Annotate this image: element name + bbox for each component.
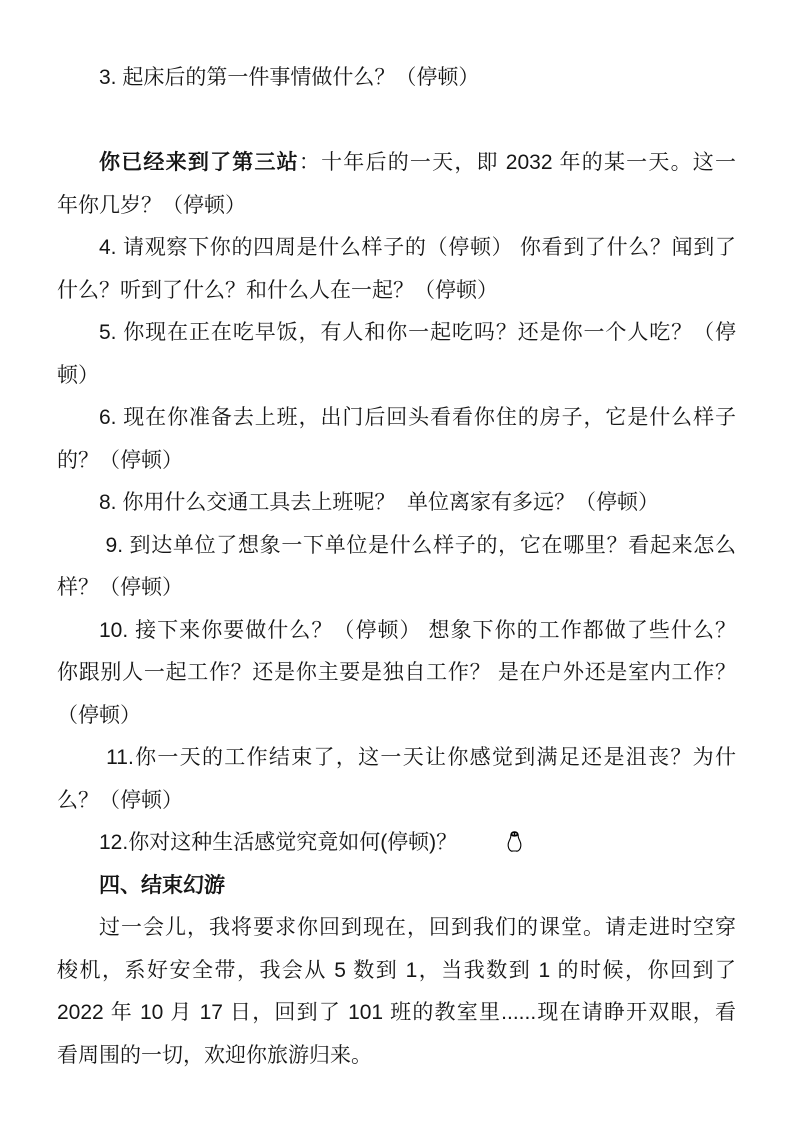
paragraph-q3-line-1 xyxy=(57,57,736,100)
paragraph-station-3 xyxy=(57,142,736,227)
text-run: 样？（停顿） xyxy=(57,576,183,599)
text-run: 四、结束幻游 xyxy=(99,873,225,897)
paragraph-q10 xyxy=(57,610,736,738)
paragraph-q8-line-1 xyxy=(57,482,736,525)
paragraph-closing-line-1 xyxy=(57,907,736,950)
text-run: 么？（停顿） xyxy=(57,788,183,812)
text-run: 12.你对这种生活感觉究竟如何(停顿)？ xyxy=(99,831,458,854)
text-run: （停顿） xyxy=(57,703,141,727)
paragraph-q8 xyxy=(57,482,736,525)
paragraph-closing-line-3 xyxy=(57,992,736,1035)
paragraph-q6 xyxy=(57,397,736,482)
bold-text-run: 你已经来到了第三站 xyxy=(99,151,299,174)
paragraph-q10-line-1 xyxy=(57,610,736,653)
paragraph-q12-line-1 xyxy=(57,822,736,865)
penguin-icon xyxy=(464,831,523,852)
heading-section-4-line-1 xyxy=(57,865,736,908)
paragraph-closing-line-2 xyxy=(57,950,736,993)
text-run: 3. 起床后的第一件事情做什么？（停顿） xyxy=(99,66,480,89)
text-run: 11.你一天的工作结束了，这一天让你感觉到满足还是沮丧？为什 xyxy=(99,746,736,769)
paragraph-q11 xyxy=(57,737,736,822)
paragraph-q9-line-2 xyxy=(57,567,736,610)
paragraph-closing xyxy=(57,907,736,1077)
text-run: 9. 到达单位了想象一下单位是什么样子的，它在哪里？看起来怎么 xyxy=(99,533,736,557)
paragraph-station-3-line-2 xyxy=(57,185,736,228)
paragraph-q9 xyxy=(57,525,736,610)
text-run: 你跟别人一起工作？还是你主要是独自工作？ 是在户外还是室内工作？ xyxy=(57,661,736,684)
text-run: 的？（停顿） xyxy=(57,448,183,472)
text-run: 6. 现在你准备去上班，出门后回头看看你住的房子，它是什么样子 xyxy=(99,406,736,429)
paragraph-q4-line-2 xyxy=(57,270,736,313)
paragraph-q4 xyxy=(57,227,736,312)
paragraph-q12 xyxy=(57,822,736,865)
paragraph-q4-line-1 xyxy=(57,227,736,270)
paragraph-q5 xyxy=(57,312,736,397)
blank-line xyxy=(57,100,736,143)
paragraph-q5-line-1 xyxy=(57,312,736,355)
paragraph-q10-line-3 xyxy=(57,695,736,738)
text-run: 年你几岁？（停顿） xyxy=(57,193,246,217)
text-run: 梭机，系好安全带，我会从 5 数到 1，当我数到 1 的时候，你回到了 xyxy=(57,958,736,982)
text-run: 10. 接下来你要做什么？（停顿） 想象下你的工作都做了些什么？ xyxy=(99,618,736,642)
text-run: 过一会儿，我将要求你回到现在，回到我们的课堂。请走进时空穿 xyxy=(99,916,736,939)
paragraph-q5-line-2 xyxy=(57,355,736,398)
paragraph-q11-line-2 xyxy=(57,780,736,823)
text-run: 2022 年 10 月 17 日，回到了 101 班的教室里......现在请睁开双眼，看 xyxy=(57,1001,736,1024)
text-run: 8. 你用什么交通工具去上班呢？ 单位离家有多远？（停顿） xyxy=(99,491,660,514)
text-run: 5. 你现在正在吃早饭，有人和你一起吃吗？还是你一个人吃？（停 xyxy=(99,321,736,344)
paragraph-closing-line-4 xyxy=(57,1035,736,1078)
paragraph-station-3-line-1 xyxy=(57,142,736,185)
paragraph-q9-line-1 xyxy=(57,525,736,568)
paragraph-q6-line-1 xyxy=(57,397,736,440)
paragraph-q3 xyxy=(57,57,736,100)
text-run: ：十年后的一天，即 2032 年的某一天。这一 xyxy=(298,151,736,174)
blank-line-line-1 xyxy=(57,100,736,143)
heading-section-4 xyxy=(57,865,736,908)
paragraph-q11-line-1 xyxy=(57,737,736,780)
text-run: 4. 请观察下你的四周是什么样子的（停顿） 你看到了什么？闻到了 xyxy=(99,236,736,259)
text-run: 看周围的一切，欢迎你旅游归来。 xyxy=(57,1043,372,1067)
text-run: 什么？听到了什么？和什么人在一起？（停顿） xyxy=(57,278,498,302)
paragraph-q10-line-2 xyxy=(57,652,736,695)
paragraph-q6-line-2 xyxy=(57,440,736,483)
text-run: 顿） xyxy=(57,363,99,387)
